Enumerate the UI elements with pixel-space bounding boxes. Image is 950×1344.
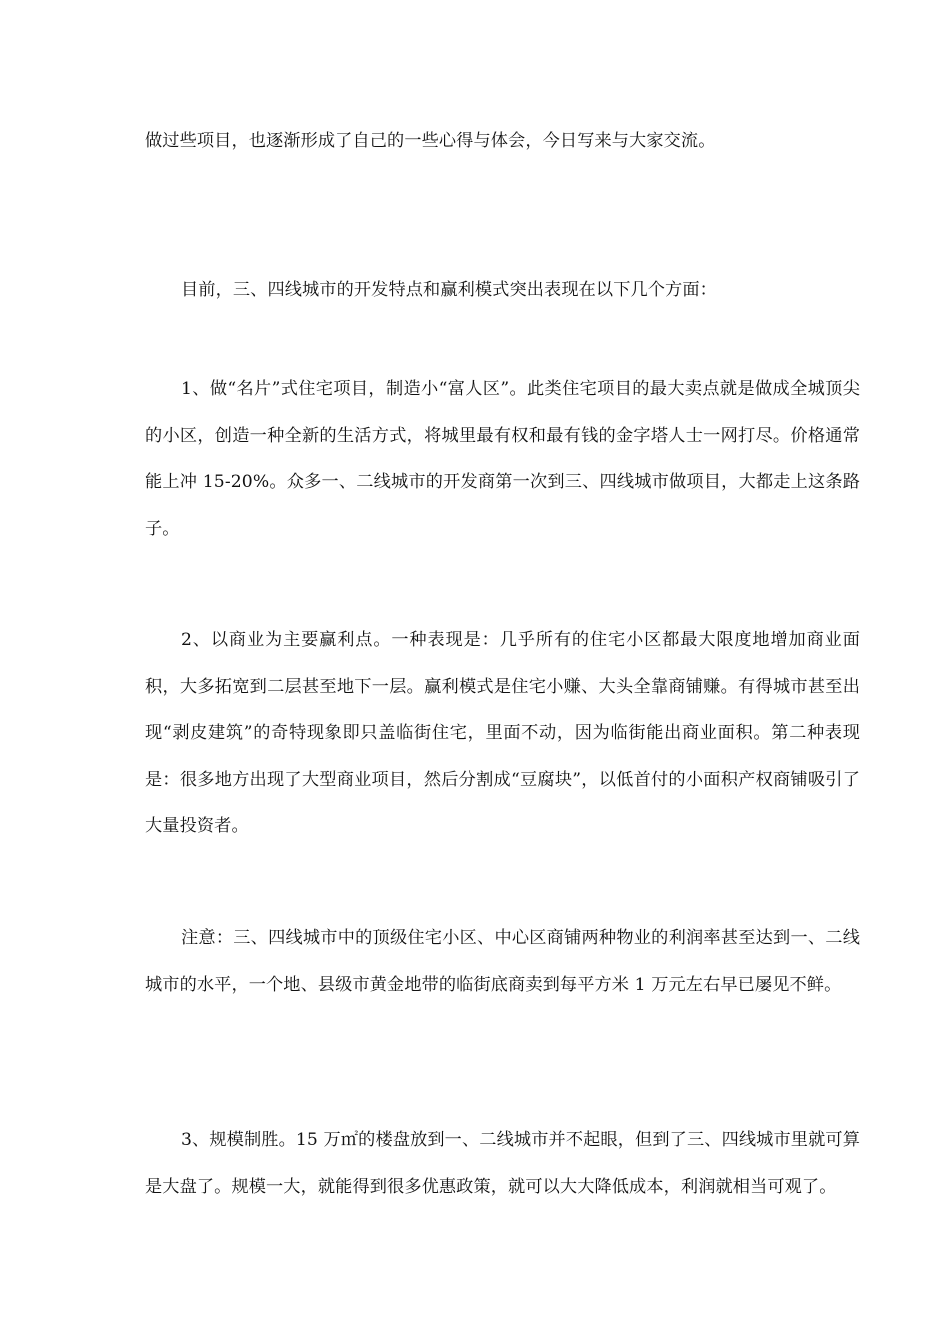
paragraph-point-3: 3、规模制胜。15 万㎡的楼盘放到一、二线城市并不起眼，但到了三、四线城市里就可算是大盘了。规模一大，就能得到很多优惠政策，就可以大大降低成本，利润就相当可观了。 xyxy=(145,1130,860,1197)
paragraph-point-2: 2、以商业为主要赢利点。一种表现是：几乎所有的住宅小区都最大限度地增加商业面积，大多拓宽到二层甚至地下一层。赢利模式是住宅小赚、大头全靠商铺赚。有得城市甚至出现“剥皮建筑”的奇特现象即只盖临街住宅，里面不动，因为临街能出商业面积。第二种表现是：很多地方出现了大型商业项目，然后分割成“豆腐块”，以低首付的小面积产权商铺吸引了大量投资者。 xyxy=(145,630,860,837)
paragraph-overview: 目前，三、四线城市的开发特点和赢利模式突出表现在以下几个方面： xyxy=(181,280,717,300)
paragraph-intro-continuation: 做过些项目，也逐渐形成了自己的一些心得与体会，今日写来与大家交流。 xyxy=(145,131,716,151)
paragraph-point-1: 1、做“名片”式住宅项目，制造小“富人区”。此类住宅项目的最大卖点就是做成全城顶尖的小区，创造一种全新的生活方式，将城里最有权和最有钱的金字塔人士一网打尽。价格通常能上冲 15-20%。众多一、二线城市的开发商第一次到三、四线城市做项目，大都走上这条路子。 xyxy=(145,379,860,539)
paragraph-note: 注意：三、四线城市中的顶级住宅小区、中心区商铺两种物业的利润率甚至达到一、二线城市的水平，一个地、县级市黄金地带的临街底商卖到每平方米 1 万元左右早已屡见不鲜。 xyxy=(145,928,860,995)
